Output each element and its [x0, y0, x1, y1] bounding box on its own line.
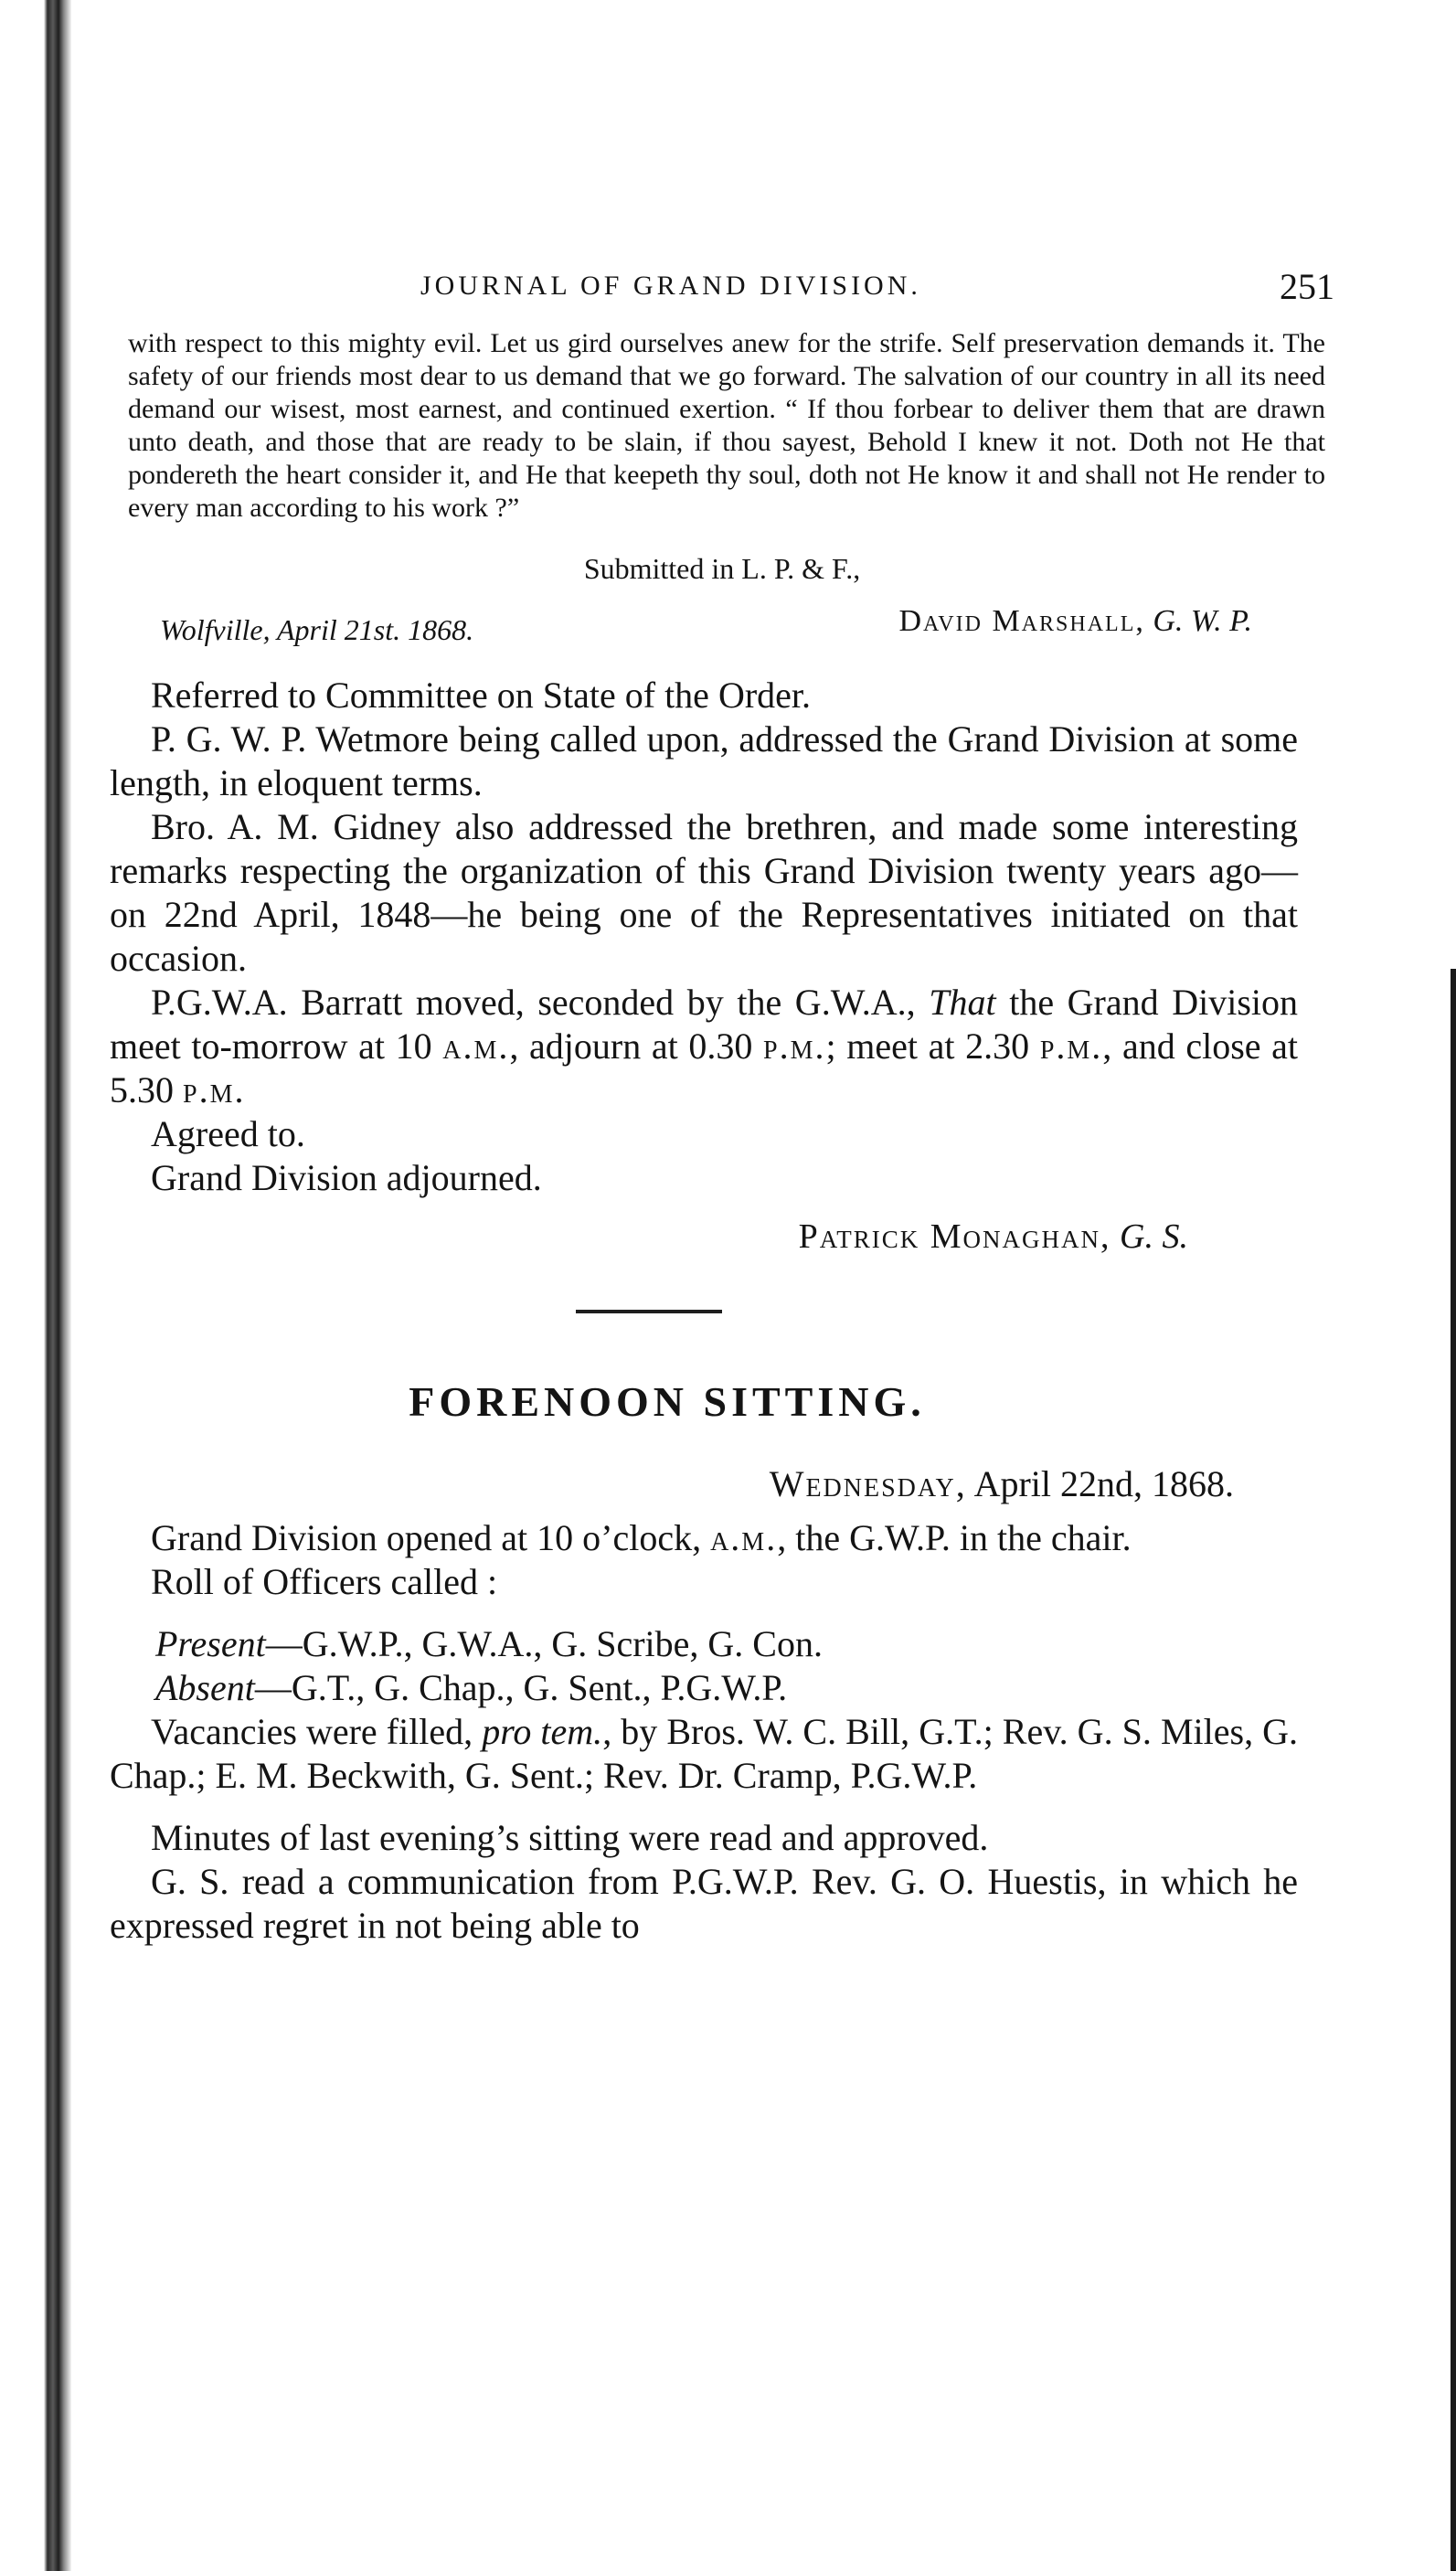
- minutes-agreed: Agreed to.: [151, 1113, 305, 1154]
- roll-called: Roll of Officers called :: [151, 1561, 498, 1602]
- place-date: Wolfville, April 21st. 1868.: [160, 613, 474, 646]
- absent-line: [110, 1666, 1334, 1710]
- secretary-signature: [110, 1216, 1334, 1257]
- page-body: [110, 265, 1334, 1948]
- motion-pm-3: p.m.: [183, 1069, 246, 1110]
- report-signature-row: [110, 604, 1334, 655]
- report-signer: [899, 604, 1253, 639]
- motion-am: a.m.: [442, 1025, 510, 1067]
- absent-list: —G.T., G. Chap., G. Sent., P.G.W.P.: [254, 1667, 788, 1708]
- running-title: JOURNAL OF GRAND DIVISION.: [420, 271, 921, 301]
- sitting-date-text: April 22nd, 1868.: [973, 1463, 1234, 1504]
- absent-label: Absent: [155, 1667, 255, 1708]
- vacancies-b: , by Bros. W. C. Bill, G.T.; Rev. G. S. Miles, G. Chap.; E. M. Beckwith, G. Sent.; Rev. Dr. Cramp, P.G.W.P.: [110, 1711, 1299, 1796]
- motion-d: , and close at 5.30: [110, 1025, 1299, 1110]
- minutes-adjourned: Grand Division adjourned.: [151, 1157, 542, 1198]
- minutes-referred: Referred to Committee on State of the Order.: [151, 675, 812, 716]
- motion-italic: That: [929, 982, 996, 1023]
- section-divider: [576, 1310, 722, 1313]
- section-title: FORENOON SITTING.: [409, 1378, 926, 1425]
- signer-title: G. W. P.: [1153, 604, 1252, 638]
- motion-pm-1: p.m.: [763, 1025, 826, 1067]
- vacancies-filled: [110, 1710, 1334, 1798]
- book-gutter: [0, 0, 71, 2571]
- sitting-weekday: Wednesday,: [769, 1463, 967, 1504]
- motion-a: the Grand Division meet to-morrow at 10: [110, 982, 1299, 1067]
- present-line: [110, 1622, 1334, 1666]
- secretary-title: G. S.: [1120, 1217, 1188, 1256]
- page-number: 251: [1280, 266, 1334, 307]
- submitted-line: Submitted in L. P. & F.,: [583, 552, 861, 585]
- vacancies-a: Vacancies were filled,: [151, 1711, 473, 1752]
- motion-pm-2: p.m.: [1039, 1025, 1103, 1067]
- vacancies-italic: pro tem.: [482, 1711, 603, 1752]
- communication-read: G. S. read a communication from P.G.W.P. Rev. G. O. Huestis, in which he expressed regret in not being able to: [110, 1861, 1298, 1946]
- opened-a: Grand Division opened at 10 o’clock,: [151, 1517, 702, 1558]
- signer-name: David Marshall,: [898, 604, 1145, 638]
- running-head: [110, 265, 1334, 320]
- sitting-date: [110, 1462, 1334, 1505]
- minutes-wetmore: P. G. W. P. Wetmore being called upon, addressed the Grand Division at some length, in eloquent terms.: [110, 718, 1298, 803]
- present-list: —G.W.P., G.W.A., G. Scribe, G. Con.: [265, 1623, 823, 1664]
- opened-am: a.m.: [710, 1517, 778, 1558]
- opened-b: , the G.W.P. in the chair.: [777, 1517, 1132, 1558]
- secretary-name: Patrick Monaghan,: [798, 1217, 1111, 1256]
- sitting-opened: [110, 1516, 1334, 1560]
- minutes-read: Minutes of last evening’s sitting were read and approved.: [151, 1817, 989, 1858]
- page-edge-shadow: [1451, 969, 1456, 2571]
- present-label: Present: [155, 1623, 266, 1664]
- motion-b: , adjourn at 0.30: [509, 1025, 753, 1067]
- motion-start: P.G.W.A. Barratt moved, seconded by the G.W.A.,: [151, 982, 916, 1023]
- motion-c: ; meet at 2.30: [825, 1025, 1030, 1067]
- minutes-gidney: Bro. A. M. Gidney also addressed the brethren, and made some interesting remarks respecting the organization of this Grand Division twenty years ago—on 22nd April, 1848—he being one of the Representatives initiated on that occasion.: [110, 806, 1298, 979]
- report-closing-paragraph: with respect to this mighty evil. Let us gird ourselves anew for the strife. Self preservation demands it. The safety of our friends most dear to us demand that we go forward. The salvation of our country in all its need demand our wisest, most earnest, and continued exertion. “ If thou forbear to deliver them that are drawn unto death, and those that are ready to be slain, if thou sayest, Behold I knew it not. Doth not He that pondereth the heart consider it, and He that keepeth thy soul, doth not He know it and shall not He render to every man according to his work ?”: [128, 328, 1325, 523]
- minutes-motion: [110, 981, 1334, 1112]
